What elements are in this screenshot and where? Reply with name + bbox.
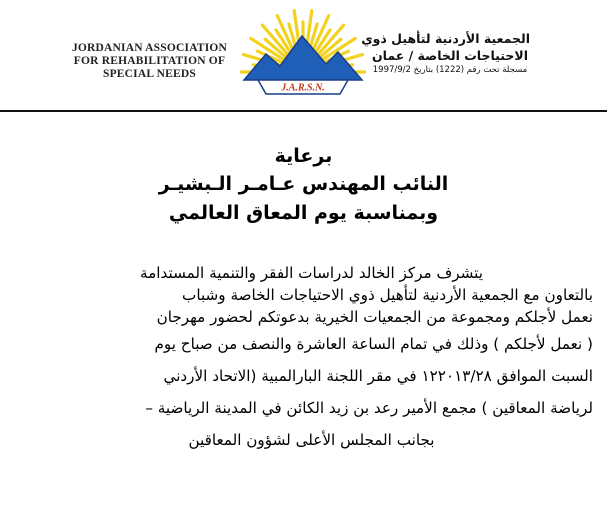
body-line: يتشرف مركز الخالد لدراسات الفقر والتنمية المستدامة	[140, 264, 483, 282]
logo-text: J.A.R.S.N.	[281, 82, 325, 94]
org-name-english-line: FOR REHABILITATION OF	[73, 55, 226, 67]
occasion-heading: وبمناسبة يوم المعاق العالمي	[168, 202, 439, 224]
patronage-heading: برعاية	[274, 145, 333, 167]
body-line: بجانب المجلس الأعلى لشؤون المعاقين	[188, 431, 435, 449]
body-line: لرياضة المعاقين ) مجمع الأمير رعد بن زيد الكائن في المدينة الرياضية –	[145, 399, 593, 417]
patron-name-heading: النائب المهندس عـامـر الـبشيـر	[158, 173, 449, 195]
association-logo	[240, 6, 366, 100]
body-line: السبت الموافق ١٢٢٠١٣/٢٨ في مقر اللجنة البارالمبية (الاتحاد الأردني	[163, 367, 593, 385]
org-name-arabic-line1: الجمعية الأردنية لتأهيل ذوي	[361, 31, 530, 46]
org-name-english-line: JORDANIAN ASSOCIATION	[71, 42, 228, 54]
org-name-english	[62, 42, 237, 81]
mountain-icon	[244, 36, 362, 80]
body-line: ( نعمل لأجلكم ) وذلك في تمام الساعة العاشرة والنصف من صباح يوم	[154, 335, 593, 353]
registration-note: مسجلة تحت رقم (1222) بتاريخ 1997/9/2	[372, 65, 528, 75]
letterhead-divider	[0, 110, 607, 112]
org-name-arabic	[361, 30, 530, 76]
invitation-body	[30, 262, 593, 456]
org-name-arabic-line2: الاحتياجات الخاصة / عمان	[371, 48, 528, 63]
body-line: بالتعاون مع الجمعية الأردنية لتأهيل ذوي الاحتياجات الخاصة وشباب	[182, 286, 593, 304]
body-line: نعمل لأجلكم ومجموعة من الجمعيات الخيرية بدعوتكم لحضور مهرجان	[156, 308, 593, 326]
org-name-english-line: SPECIAL NEEDS	[102, 68, 197, 80]
